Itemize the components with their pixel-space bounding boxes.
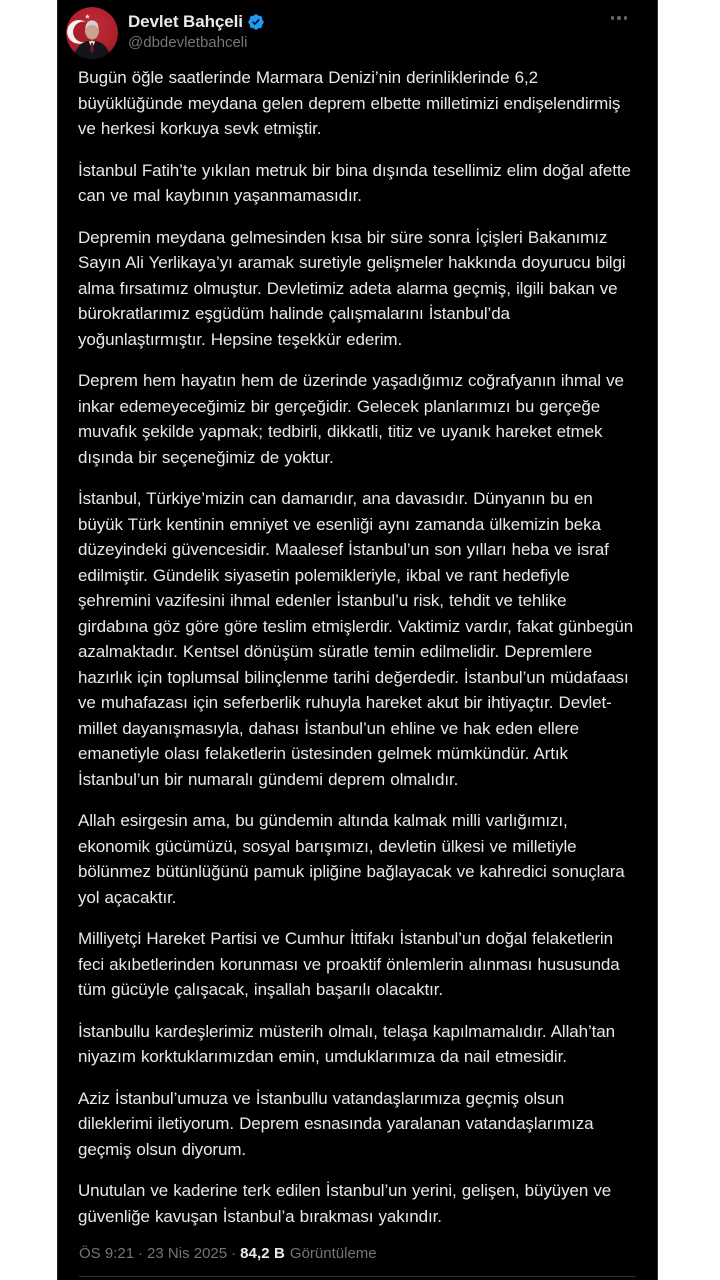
tweet-date: 23 Nis 2025 — [147, 1245, 228, 1262]
author-name[interactable]: Devlet Bahçeli — [128, 12, 243, 31]
tweet-paragraph: Aziz İstanbul’umuza ve İstanbullu vatandaşlarımıza geçmiş olsun dileklerimi iletiyorum. Deprem esnasında yaralanan vatandaşlarımıza geçmiş olsun diyorum. — [78, 1088, 594, 1159]
more-dot — [624, 16, 628, 20]
tweet-paragraph: Milliyetçi Hareket Partisi ve Cumhur İttifakı İstanbul’un doğal felaketlerin feci akıbetlerinden korunması ve proaktif önlemlerin alınması hususunda tüm gücüyle çalışacak, inşallah başarılı olacaktır. — [78, 929, 620, 999]
author-block — [128, 7, 265, 53]
tweet-text — [58, 65, 657, 1229]
more-icon[interactable] — [607, 12, 632, 24]
tweet-footer — [59, 1238, 656, 1280]
tweet-header — [58, 0, 657, 59]
meta-separator: · — [231, 1245, 237, 1262]
footer-divider — [79, 1276, 636, 1277]
tweet-paragraph: Deprem hem hayatın hem de üzerinde yaşadığımız coğrafyanın ihmal ve inkar edemeyeceğimiz bir gerçeğidir. Gelecek planlarımızı bu gerçeğe muvafık şekilde yapmak; tedbirli, dikkatli, titiz ve uyanık hareket etmek dışında bir seçeneğimiz de yoktur. — [78, 371, 624, 467]
tweet-paragraph: Depremin meydana gelmesinden kısa bir süre sonra İçişleri Bakanımız Sayın Ali Yerlikaya’yı aramak suretiyle gelişmeler hakkında doyurucu bilgi alma fırsatımız olmuştur. Devletimiz adeta alarma geçmiş, ilgili bakan ve bürokratlarımız eşgüdüm halinde çalışmalarını İstanbul’da yoğunlaştırmıştır. Hepsine teşekkür ederim. — [78, 227, 626, 349]
tweet-paragraph: Allah esirgesin ama, bu gündemin altında kalmak milli varlığımızı, ekonomik gücümüzü, sosyal barışımızı, devletin ülkesi ve milletiyle bölünmez bütünlüğünü pamuk ipliğine bağlayacak ve kahredici sonuçlara yol açacaktır. — [78, 811, 625, 907]
tweet-time: ÖS 9:21 — [79, 1245, 135, 1262]
tweet-paragraph: İstanbul Fatih’te yıkılan metruk bir bina dışında tesellimiz elim doğal afette can ve mal kaybının yaşanmamasıdır. — [78, 160, 631, 205]
views-label: Görüntüleme — [289, 1245, 377, 1262]
avatar[interactable] — [66, 7, 118, 59]
tweet-card — [57, 0, 658, 1280]
tweet-paragraph: Unutulan ve kaderine terk edilen İstanbul’un yerini, gelişen, büyüyen ve güvenliğe kavuşan İstanbul’a bırakması yakındır. — [78, 1181, 612, 1226]
tweet-paragraph: İstanbul, Türkiye’mizin can damarıdır, ana davasıdır. Dünyanın bu en büyük Türk kentinin emniyet ve esenliği aynı zamanda ülkemizin beka düzeyindeki güvencesidir. Maalesef İstanbul’un son yılları heba ve israf edilmiştir. Gündelik siyasetin polemikleriyle, ikbal ve rant hedefiyle şehremini vazifesini ihmal edenler İstanbul’u risk, tehdit ve tehlike girdabına göz göre göre teslim etmişlerdir. Vaktimiz vardır, fakat günbegün azalmaktadır. Kentsel dönüşüm süratle temin edilmelidir. Depremlere hazırlık için toplumsal bilinçlenme tarihi değerdedir. İstanbul’un müdafaası ve muhafazası için seferberlik ruhuyla hareket akut bir ihtiyaçtır. Devlet-millet dayanışmasıyla, dahası İstanbul’un ehline ve hak eden ellere emanetiyle olası felaketlerin üstesinden gelmek mümkündür. Artık İstanbul’un bir numaralı gündemi deprem olmalıdır. — [78, 489, 634, 789]
more-dot — [611, 16, 615, 20]
tweet-paragraph: İstanbullu kardeşlerimiz müsterih olmalı, telaşa kapılmamalıdır. Allah’tan niyazım korktuklarımızdan emin, umduklarımıza da nail etmesidir. — [78, 1021, 616, 1066]
verified-badge-icon — [247, 13, 265, 31]
more-dot — [617, 16, 621, 20]
views-count: 84,2 B — [240, 1245, 285, 1262]
meta-separator: · — [138, 1245, 144, 1262]
tweet-paragraph: Bugün öğle saatlerinde Marmara Denizi’nin derinliklerinde 6,2 büyüklüğünde meydana gelen deprem elbette milletimizi endişelendirmiş ve herkesi korkuya sevk etmiştir. — [78, 68, 621, 138]
tweet-meta — [79, 1244, 636, 1264]
avatar-image — [66, 7, 118, 59]
author-handle[interactable]: @dbdevletbahceli — [128, 34, 248, 52]
